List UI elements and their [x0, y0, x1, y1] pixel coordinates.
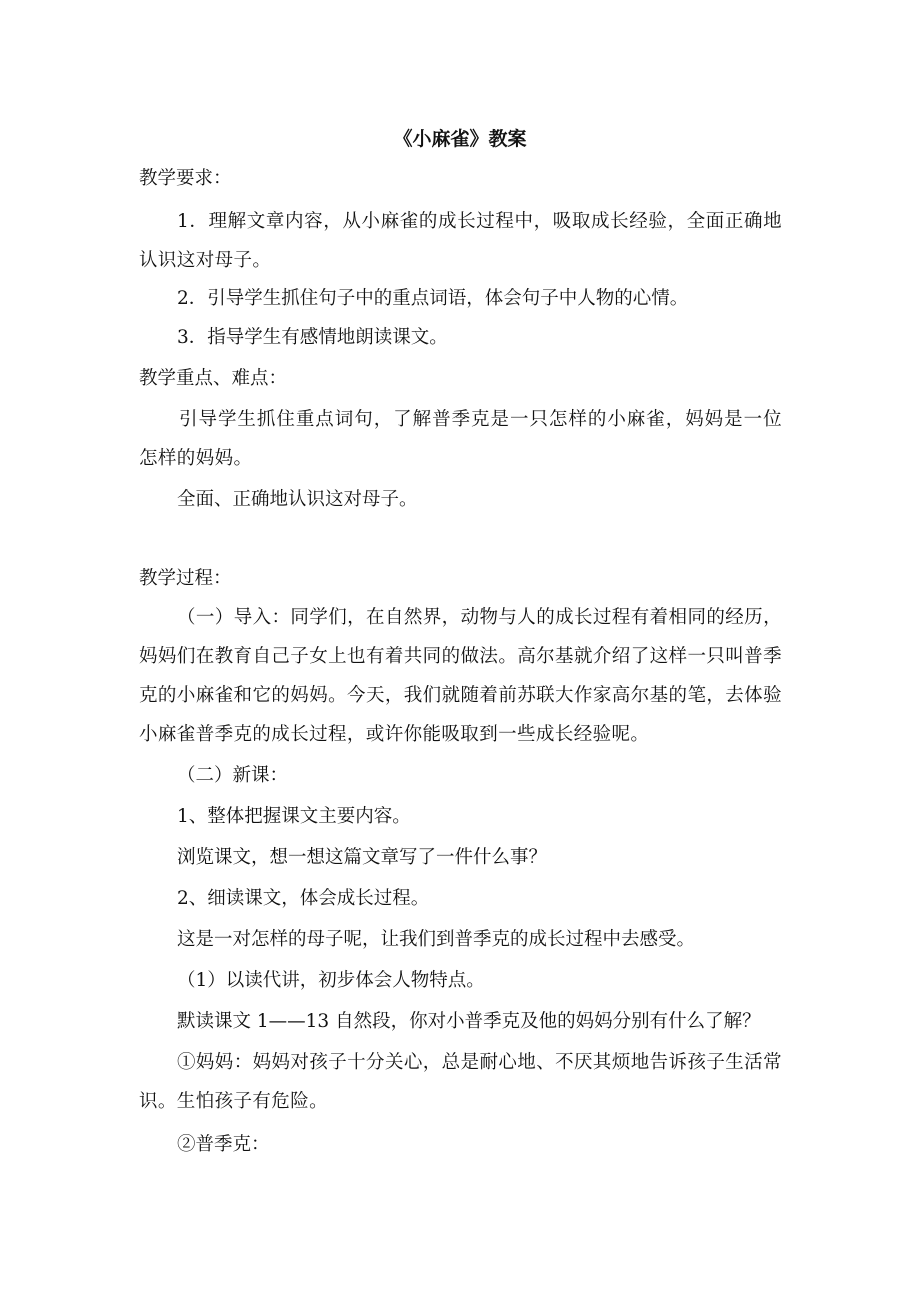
requirement-item-1: 1．理解文章内容，从小麻雀的成长过程中，吸取成长经验，全面正确地认识这对母子。 [139, 211, 782, 271]
process-intro-paragraph: （一）导入：同学们，在自然界，动物与人的成长过程有着相同的经历，妈妈们在教育自己子女上也有着共同的做法。高尔基就介绍了这样一只叫普季克的小麻雀和它的妈妈。今天，我们就随着前苏联大作家高尔基的笔，去体验小麻雀普季克的成长过程，或许你能吸取到一些成长经验呢。 [139, 607, 782, 745]
step-2-detail: 这是一对怎样的母子呢，让我们到普季克的成长过程中去感受。 [177, 929, 696, 950]
process-heading: 教学过程： [139, 568, 232, 589]
key-point-paragraph-2: 全面、正确地认识这对母子。 [177, 489, 418, 510]
requirement-item-3: 3．指导学生有感情地朗读课文。 [177, 327, 448, 348]
requirements-heading: 教学要求： [139, 168, 232, 189]
page-title: 《小麻雀》教案 [393, 128, 527, 150]
putike-description: ②普季克： [177, 1134, 270, 1155]
key-points-heading: 教学重点、难点： [139, 368, 288, 389]
new-lesson-heading: （二）新课： [177, 765, 289, 786]
step-1-heading: 1、整体把握课文主要内容。 [177, 806, 411, 827]
key-point-paragraph-1: 引导学生抓住重点词句，了解普季克是一只怎样的小麻雀，妈妈是一位怎样的妈妈。 [139, 409, 782, 469]
mother-description: ①妈妈：妈妈对孩子十分关心，总是耐心地、不厌其烦地告诉孩子生活常识。生怕孩子有危险。 [139, 1052, 782, 1112]
step-1-detail: 浏览课文，想一想这篇文章写了一件什么事？ [177, 847, 548, 868]
sub-step-1-detail: 默读课文 1——13 自然段，你对小普季克及他的妈妈分别有什么了解？ [177, 1011, 761, 1032]
step-2-heading: 2、细读课文，体会成长过程。 [177, 888, 430, 909]
sub-step-1-heading: （1）以读代讲，初步体会人物特点。 [177, 970, 485, 991]
requirement-item-2: 2．引导学生抓住句子中的重点词语，体会句子中人物的心情。 [177, 288, 689, 309]
